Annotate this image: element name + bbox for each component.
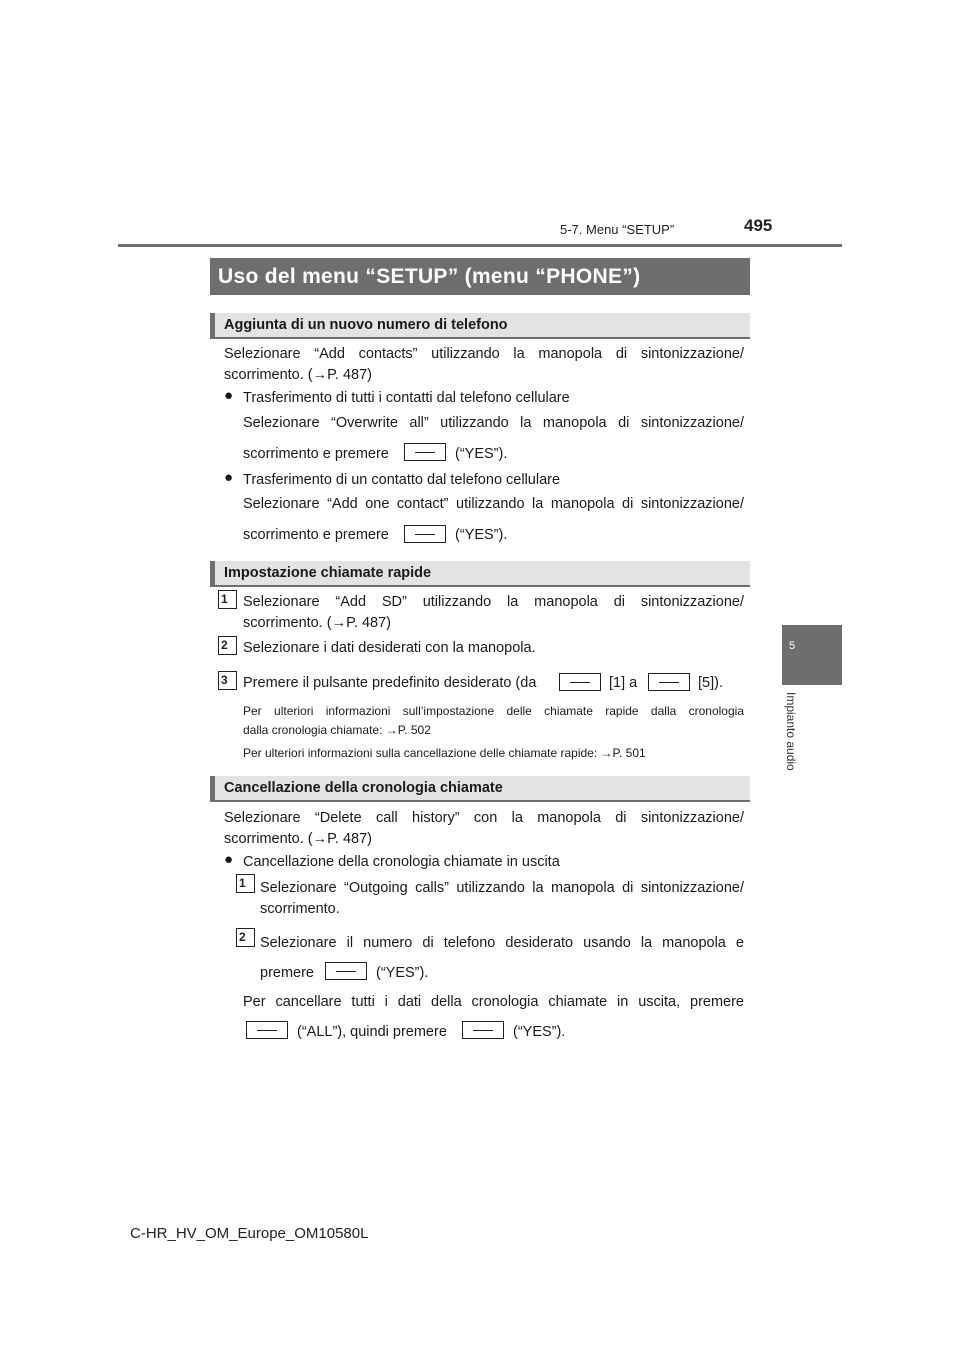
section-heading-delete-history: Cancellazione della cronologia chiamate [210, 776, 750, 802]
delete-all-line2a: (“ALL”), quindi premere [297, 1024, 447, 1040]
bullet1-line2a: scorrimento e premere [243, 446, 389, 462]
delete-history-bullet-title: Cancellazione della cronologia chiamate in uscita [243, 854, 560, 870]
speed-dial-step3-b: [1] a [609, 675, 638, 691]
preset-button-1-icon [559, 673, 601, 691]
bullet-icon: ● [224, 387, 234, 404]
delete-history-step1-line1: Selezionare “Outgoing calls” utilizzando la manopola di sintonizzazione/ [260, 880, 744, 896]
delete-all-line2b: (“YES”). [513, 1024, 566, 1040]
chapter-tab [782, 625, 842, 685]
add-number-intro-line1: Selezionare “Add contacts” utilizzando la manopola di sintonizzazione/ [224, 346, 744, 362]
header-rule [118, 244, 842, 247]
yes-button-icon [404, 443, 446, 461]
section-heading-speed-dial: Impostazione chiamate rapide [210, 561, 750, 587]
speed-dial-step2: Selezionare i dati desiderati con la manopola. [243, 640, 536, 656]
preset-button-5-icon [648, 673, 690, 691]
add-number-intro-line2: scorrimento. (→P. 487) [224, 367, 373, 383]
bullet2-line2b: (“YES”). [455, 527, 508, 543]
delete-history-intro-line2: scorrimento. (→P. 487) [224, 831, 373, 847]
page-number: 495 [744, 216, 773, 235]
bullet2-line1: Selezionare “Add one contact” utilizzando la manopola di sintonizzazione/ [243, 496, 744, 512]
bullet2-line2a: scorrimento e premere [243, 527, 389, 543]
bullet1-line2b: (“YES”). [455, 446, 508, 462]
yes-button-icon [325, 962, 367, 980]
bullet-icon: ● [224, 469, 234, 486]
delete-history-step2-line2a: premere [260, 965, 314, 981]
delete-history-step2-line2b: (“YES”). [376, 965, 429, 981]
delete-history-intro-line1: Selezionare “Delete call history” con la manopola di sintonizzazione/ [224, 810, 744, 826]
speed-dial-step1-line1: Selezionare “Add SD” utilizzando la manopola di sintonizzazione/ [243, 594, 744, 610]
delete-history-step2-line1: Selezionare il numero di telefono desiderato usando la manopola e [260, 935, 744, 951]
yes-button-icon [462, 1021, 504, 1039]
all-button-icon [246, 1021, 288, 1039]
speed-dial-step1-line2: scorrimento. (→P. 487) [243, 615, 392, 631]
delete-history-step1-line2: scorrimento. [260, 901, 340, 917]
speed-dial-step3-c: [5]). [698, 675, 723, 691]
bullet1-title: Trasferimento di tutti i contatti dal telefono cellulare [243, 390, 570, 406]
chapter-number: 5 [788, 640, 796, 652]
speed-dial-step3-a: Premere il pulsante predefinito desiderato (da [243, 675, 537, 691]
document-code: C-HR_HV_OM_Europe_OM10580L [130, 1225, 369, 1242]
page-title: Uso del menu “SETUP” (menu “PHONE”) [210, 258, 750, 295]
step-number-1: 1 [236, 874, 255, 893]
bullet2-title: Trasferimento di un contatto dal telefono cellulare [243, 472, 561, 488]
delete-all-line1: Per cancellare tutti i dati della cronologia chiamate in uscita, premere [243, 994, 744, 1010]
speed-dial-note1-line1: Per ulteriori informazioni sull’impostazione delle chiamate rapide dalla cronologia [243, 704, 744, 718]
bullet1-line1: Selezionare “Overwrite all” utilizzando la manopola di sintonizzazione/ [243, 415, 744, 431]
speed-dial-note2: Per ulteriori informazioni sulla cancellazione delle chiamate rapide: →P. 501 [243, 746, 646, 760]
running-header-section: 5-7. Menu “SETUP” [560, 222, 675, 237]
step-number-1: 1 [218, 590, 237, 609]
yes-button-icon [404, 525, 446, 543]
step-number-2: 2 [218, 636, 237, 655]
section-heading-add-number: Aggiunta di un nuovo numero di telefono [210, 313, 750, 339]
speed-dial-note1-line2: dalla cronologia chiamate: →P. 502 [243, 723, 431, 737]
bullet-icon: ● [224, 851, 234, 868]
step-number-3: 3 [218, 671, 237, 690]
step-number-2: 2 [236, 928, 255, 947]
chapter-label: Impianto audio [784, 692, 798, 771]
